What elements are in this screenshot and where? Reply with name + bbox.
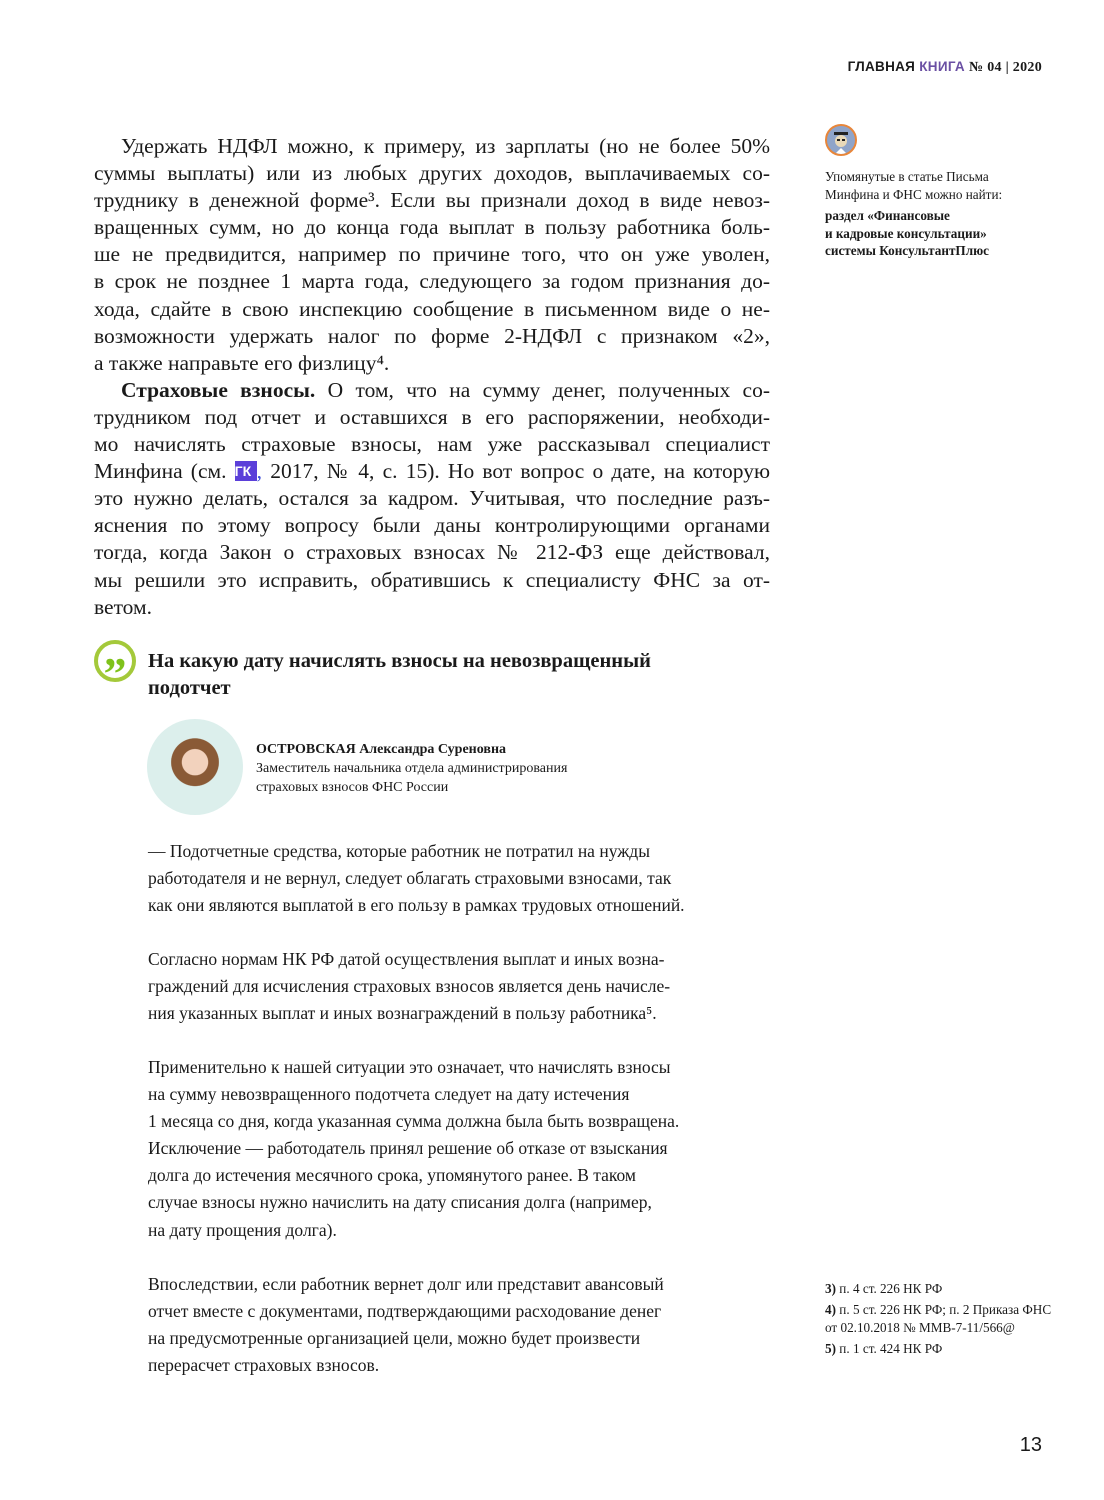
answer-line: работодателя и не вернул, следует облагать страховыми взносами, так (148, 868, 672, 889)
body-line-text: Минфина (см. (94, 459, 235, 484)
magazine-header (848, 59, 1042, 76)
body-line: а также направьте его физлицу⁴. (94, 350, 390, 375)
body-line: в срок не позднее 1 марта года, следующего за годом признания до- (94, 269, 770, 294)
sidebar-note (825, 168, 1055, 260)
answer-line: граждений для исчисления страховых взносов является день начисле- (148, 976, 671, 997)
answer-paragraph (148, 838, 788, 919)
footnote-number: 4) (825, 1302, 836, 1317)
expert-title-line: Заместитель начальника отдела администрирования (256, 761, 568, 776)
body-line-text: О том, что на сумму денег, полученных со- (315, 377, 771, 402)
footnote-number: 3) (825, 1281, 836, 1296)
footnote-text: п. 1 ст. 424 НК РФ (836, 1341, 943, 1356)
quote-icon: ” (94, 640, 136, 682)
answer-line: на дату прощения долга). (148, 1219, 337, 1240)
expert-name: ОСТРОВСКАЯ Александра Суреновна (256, 742, 507, 757)
body-line: вращенных сумм, но до конца года выплат в пользу работника боль- (94, 215, 770, 240)
question-heading (148, 648, 788, 702)
body-line (94, 458, 770, 485)
body-line-text: 2017, № 4, с. 15). Но вот вопрос о дате, на которую (262, 459, 771, 484)
answer-line: ния указанных выплат и иных вознаграждений в пользу работника⁵. (148, 1003, 657, 1024)
question-heading-line: подотчет (148, 677, 231, 699)
footnote (825, 1340, 1055, 1358)
sidebar-source-line: системы КонсультантПлюс (825, 243, 990, 259)
sidebar-note-line: Упомянутые в статье Письма (825, 169, 989, 184)
brand-part1: ГЛАВНАЯ (847, 59, 916, 74)
comma: , (256, 459, 263, 484)
expert-info (256, 740, 567, 797)
answer-line: — Подотчетные средства, которые работник не потратил на нужды (148, 841, 650, 861)
answer-paragraph (148, 1271, 788, 1379)
gk-magazine-link[interactable]: ГК (235, 461, 257, 481)
page-number: 13 (1019, 1434, 1042, 1456)
footnote-text: п. 4 ст. 226 НК РФ (836, 1281, 943, 1296)
footnote-number: 5) (825, 1341, 836, 1356)
answer-line: Применительно к нашей ситуации это означает, что начислять взносы (148, 1057, 671, 1077)
body-line: трудником под отчет и оставшихся в его распоряжении, необходи- (94, 404, 770, 429)
answer-line: отчет вместе с документами, подтверждающими расходование денег (148, 1301, 662, 1322)
body-line: яснения по этому вопросу были даны контролирующими органами (94, 513, 770, 538)
answer-line: на сумму невозвращенного подотчета следует на дату истечения (148, 1084, 630, 1105)
footnote (825, 1280, 1055, 1298)
body-line: суммы выплаты) или из любых других доходов, выплачиваемых со- (94, 161, 770, 186)
answer-line: как они являются выплатой в его пользу в рамках трудовых отношений. (148, 895, 685, 916)
body-line: это нужно делать, остался за кадром. Учитывая, что последние разъ- (94, 486, 770, 511)
answer-line: случае взносы нужно начислить на дату списания долга (например, (148, 1192, 652, 1213)
footnote-text: п. 5 ст. 226 НК РФ; п. 2 Приказа ФНС от 02.10.2018 № ММВ-7-11/566@ (825, 1302, 1052, 1335)
body-line: ше не предвидится, например по причине того, что он уже уволен, (94, 242, 770, 267)
section-lead: Страховые взносы. (121, 377, 316, 402)
footnote (825, 1301, 1055, 1337)
body-line: труднику в денежной форме³. Если вы признали доход в виде невоз- (94, 188, 770, 213)
answer-line: Впоследствии, если работник вернет долг или представит авансовый (148, 1274, 664, 1294)
brand-part2: КНИГА (919, 59, 965, 74)
sidebar-source-line: и кадровые консультации» (825, 225, 987, 241)
answer-line: на предусмотренные организацией цели, можно будет произвести (148, 1328, 641, 1349)
answer-line: Исключение — работодатель принял решение об отказе от взыскания (148, 1138, 668, 1159)
body-line: тогда, когда Закон о страховых взносах № 212-ФЗ еще действовал, (94, 540, 770, 565)
professor-avatar-icon (825, 124, 857, 156)
body-line: ветом. (94, 594, 153, 619)
expert-title-line: страховых взносов ФНС России (256, 780, 449, 795)
answer-paragraph (148, 1054, 788, 1244)
footnotes (825, 1280, 1055, 1361)
answer-line: перерасчет страховых взносов. (148, 1355, 380, 1376)
article-body (94, 133, 770, 621)
question-heading-line: На какую дату начислять взносы на невозвращенный (148, 650, 651, 672)
sidebar-source-line: раздел «Финансовые (825, 208, 950, 224)
answer-line: долга до истечения месячного срока, упомянутого ранее. В таком (148, 1165, 636, 1186)
answer-line: 1 месяца со дня, когда указанная сумма должна была быть возвращена. (148, 1111, 680, 1132)
issue-number: № 04 | 2020 (969, 60, 1042, 75)
body-line (94, 377, 770, 404)
sidebar-note-line: Минфина и ФНС можно найти: (825, 186, 1003, 202)
expert-avatar (147, 719, 243, 815)
body-line: возможности удержать налог по форме 2-НДФЛ с признаком «2», (94, 323, 770, 348)
body-line: хода, сдайте в свою инспекцию сообщение в письменном виде о не- (94, 296, 770, 321)
answer-paragraph (148, 946, 788, 1027)
body-line: Удержать НДФЛ можно, к примеру, из зарплаты (но не более 50% (121, 134, 770, 158)
body-line: мо начислять страховые взносы, нам уже рассказывал специалист (94, 432, 770, 457)
body-line: мы решили это исправить, обратившись к специалисту ФНС за от- (94, 567, 770, 592)
answer-line: Согласно нормам НК РФ датой осуществления выплат и иных возна- (148, 949, 665, 969)
